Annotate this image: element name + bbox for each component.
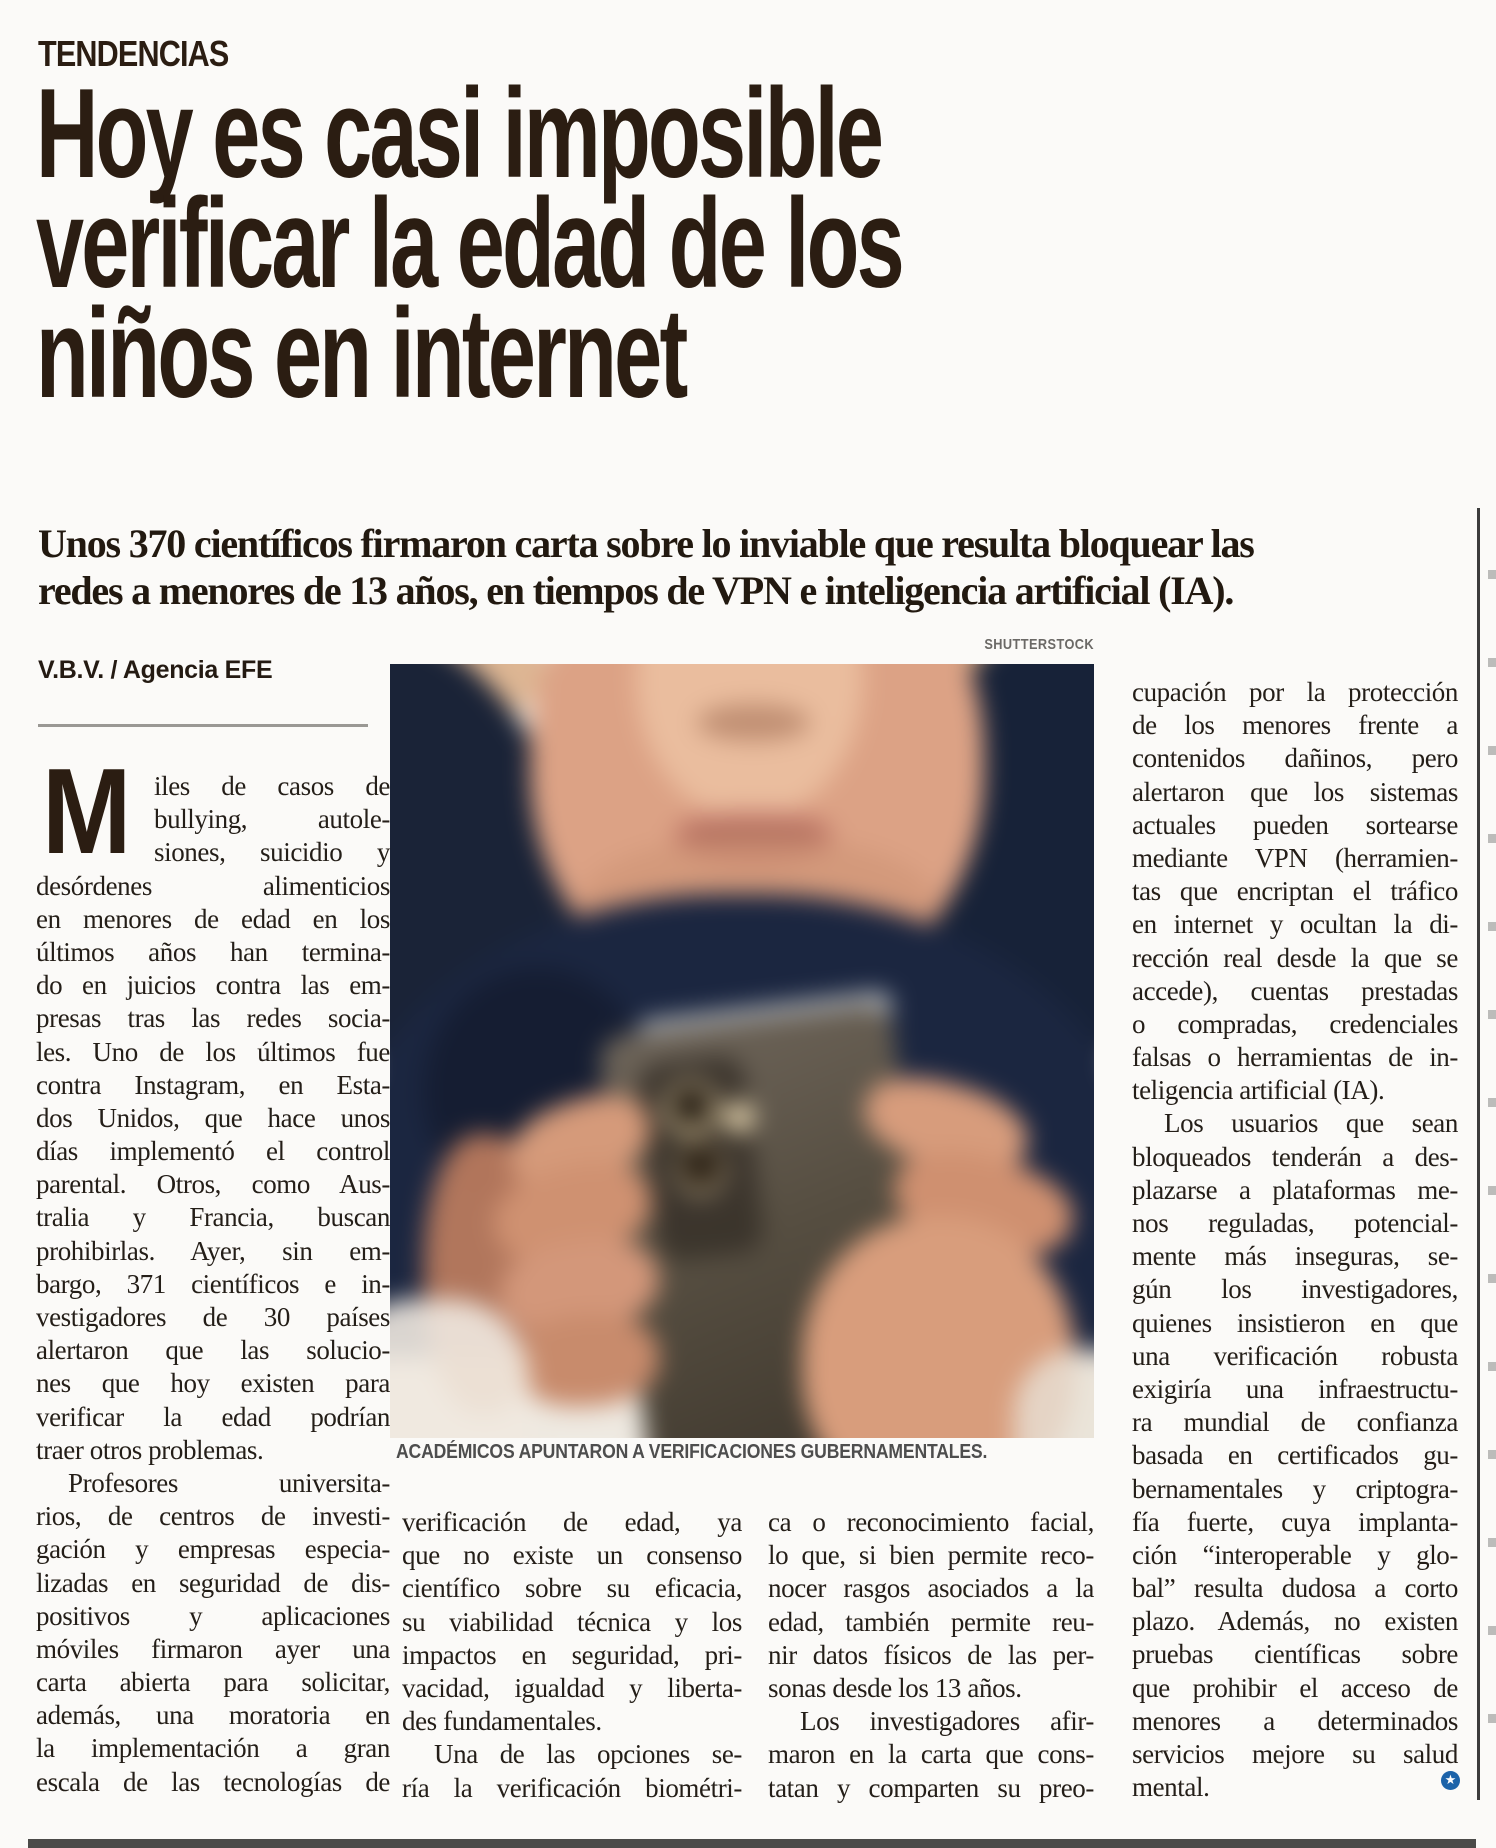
drop-cap: M xyxy=(42,743,132,879)
text-line: traer otros problemas. xyxy=(36,1434,264,1465)
text-line: basada en certificados gu- xyxy=(1132,1440,1458,1471)
text-line: pruebas científicas sobre xyxy=(1132,1639,1458,1670)
text-line: desórdenes alimenticios xyxy=(36,870,390,901)
text-line: la implementación a gran xyxy=(36,1733,390,1764)
text-line: niños en internet xyxy=(36,282,686,424)
text-line: verificar la edad de los xyxy=(36,172,902,314)
text-line: de los menores frente a xyxy=(1132,710,1458,741)
text-line: les. Uno de los últimos fue xyxy=(36,1036,390,1067)
text-line: iles de casos de xyxy=(154,771,390,801)
photo-caption-text: ACADÉMICOS APUNTARON A VERIFICACIONES GUBERNAMENTALES. xyxy=(396,1441,988,1463)
page-bottom-rule xyxy=(28,1839,1476,1848)
text-line: ra mundial de confianza xyxy=(1132,1407,1458,1438)
body-column-2 xyxy=(402,1506,742,1805)
headline xyxy=(36,62,1436,424)
text-line: do en juicios contra las em- xyxy=(36,970,390,1001)
text-line: científico sobre su eficacia, xyxy=(402,1573,742,1604)
text-line: plazarse a plataformas me- xyxy=(1132,1174,1458,1205)
text-line: rección real desde la que se xyxy=(1132,942,1458,973)
text-line: presas tras las redes socia- xyxy=(36,1003,390,1034)
text-line: falsas o herramientas de in- xyxy=(1132,1042,1458,1073)
text-line: sonas desde los 13 años. xyxy=(768,1672,1022,1703)
text-line: o compradas, credenciales xyxy=(1132,1008,1458,1039)
text-line: fía fuerte, cuya implanta- xyxy=(1132,1506,1458,1537)
text-line: además, una moratoria en xyxy=(36,1700,390,1731)
text-line: mental. xyxy=(1132,1772,1210,1803)
text-line: contra Instagram, en Esta- xyxy=(36,1069,390,1100)
text-line: ca o reconocimiento facial, xyxy=(768,1507,1094,1537)
text-line: menores a determinados xyxy=(1132,1705,1458,1736)
text-line: en menores de edad en los xyxy=(36,903,390,934)
text-line: móviles firmaron ayer una xyxy=(36,1633,390,1664)
photo-credit xyxy=(700,636,1094,653)
text-line: bal” resulta dudosa a corto xyxy=(1132,1573,1458,1604)
photo-image xyxy=(390,664,1094,1438)
text-line: vestigadores de 30 países xyxy=(36,1302,390,1332)
photo-camera-lens-2 xyxy=(674,1142,727,1196)
text-line: teligencia artificial (IA). xyxy=(1132,1075,1385,1106)
text-line: en internet y ocultan la di- xyxy=(1132,909,1458,940)
text-line: edad, también permite reu- xyxy=(768,1606,1094,1637)
text-line: nes que hoy existen para xyxy=(36,1368,390,1399)
text-line: ción “interoperable y glo- xyxy=(1132,1539,1458,1570)
text-line: verificar la edad podrían xyxy=(36,1401,390,1432)
text-line: tas que encriptan el tráfico xyxy=(1132,876,1458,907)
text-line: que prohibir el acceso de xyxy=(1132,1672,1458,1703)
text-line: lo que, si bien permite reco- xyxy=(768,1540,1094,1571)
section-kicker: TENDENCIAS xyxy=(38,33,229,74)
text-line: alertaron que los sistemas xyxy=(1132,776,1458,807)
text-line: una verificación robusta xyxy=(1132,1340,1458,1371)
text-line: Una de las opciones se- xyxy=(434,1739,742,1770)
text-line: Los investigadores afir- xyxy=(800,1706,1094,1737)
text-line: dos Unidos, que hace unos xyxy=(36,1102,390,1133)
body-column-1 xyxy=(36,770,390,1799)
text-line: maron en la carta que cons- xyxy=(768,1739,1094,1770)
text-line: rios, de centros de investi- xyxy=(36,1501,390,1532)
text-line: cupación por la protección xyxy=(1132,677,1458,707)
text-line: Unos 370 científicos firmaron carta sobre lo inviable que resulta bloquear las xyxy=(38,521,1254,566)
page-edge-fragments xyxy=(1488,570,1496,1780)
body-column-3 xyxy=(768,1506,1094,1805)
text-line: alertaron que las solucio- xyxy=(36,1335,390,1366)
photo-camera-lens-1 xyxy=(663,1080,720,1138)
text-line: Hoy es casi imposible xyxy=(36,62,882,204)
text-line: gación y empresas especia- xyxy=(36,1534,390,1565)
text-line: días implementó el control xyxy=(36,1136,390,1167)
text-line: bernamentales y criptogra- xyxy=(1132,1473,1458,1504)
text-line: ría la verificación biométri- xyxy=(402,1772,742,1803)
text-line: impactos en seguridad, pri- xyxy=(402,1639,742,1670)
page-edge-rule xyxy=(1477,508,1480,1800)
text-line: actuales pueden sortearse xyxy=(1132,809,1458,840)
end-of-article-icon xyxy=(1441,1771,1460,1790)
text-line: Profesores universita- xyxy=(68,1467,390,1498)
text-line: parental. Otros, como Aus- xyxy=(36,1169,390,1200)
text-line: mediante VPN (herramien- xyxy=(1132,842,1458,873)
text-line: positivos y aplicaciones xyxy=(36,1600,390,1631)
subheadline xyxy=(38,520,1478,614)
text-line: bullying, autole- xyxy=(154,804,390,835)
photo-nose-shadow xyxy=(697,704,810,741)
text-line: últimos años han termina- xyxy=(36,936,390,967)
text-line: carta abierta para solicitar, xyxy=(36,1667,390,1698)
byline: V.B.V. / Agencia EFE xyxy=(38,656,273,684)
text-line: nir datos físicos de las per- xyxy=(768,1639,1094,1670)
text-line: vacidad, igualdad y liberta- xyxy=(402,1672,742,1703)
article-photo xyxy=(390,664,1094,1438)
text-line: plazo. Además, no existen xyxy=(1132,1606,1458,1637)
text-line: prohibirlas. Ayer, sin em- xyxy=(36,1235,390,1266)
text-line: quienes insistieron en que xyxy=(1132,1307,1458,1338)
text-line: tralia y Francia, buscan xyxy=(36,1202,390,1233)
star-icon: ★ xyxy=(1444,1773,1457,1788)
text-line: tatan y comparten su preo- xyxy=(768,1772,1094,1803)
photo-camera-flash xyxy=(723,1101,755,1134)
text-line: accede), cuentas prestadas xyxy=(1132,975,1458,1006)
text-line: nocer rasgos asociados a la xyxy=(768,1573,1094,1604)
photo-credit-text: SHUTTERSTOCK xyxy=(984,636,1094,653)
text-line: bloqueados tenderán a des- xyxy=(1132,1141,1458,1172)
photo-caption xyxy=(396,1441,1096,1464)
text-line: mente más inseguras, se- xyxy=(1132,1241,1458,1272)
text-line: redes a menores de 13 años, en tiempos de VPN e inteligencia artificial (IA). xyxy=(38,568,1234,613)
text-line: su viabilidad técnica y los xyxy=(402,1606,742,1637)
byline-rule xyxy=(38,724,368,727)
text-line: verificación de edad, ya xyxy=(402,1507,742,1537)
text-line: gún los investigadores, xyxy=(1132,1274,1458,1305)
body-column-4 xyxy=(1132,676,1458,1804)
text-line: lizadas en seguridad de dis- xyxy=(36,1567,390,1598)
text-line: siones, suicidio y xyxy=(154,837,390,868)
text-line: des fundamentales. xyxy=(402,1706,602,1737)
text-line: nos reguladas, potencial- xyxy=(1132,1208,1458,1238)
text-line: escala de las tecnologías de xyxy=(36,1766,390,1797)
text-line: Los usuarios que sean xyxy=(1164,1108,1458,1139)
text-line: que no existe un consenso xyxy=(402,1540,742,1571)
text-line: contenidos dañinos, pero xyxy=(1132,743,1458,774)
text-line: bargo, 371 científicos e in- xyxy=(36,1268,390,1299)
text-line: servicios mejore su salud xyxy=(1132,1739,1458,1769)
text-line: exigiría una infraestructu- xyxy=(1132,1373,1458,1404)
